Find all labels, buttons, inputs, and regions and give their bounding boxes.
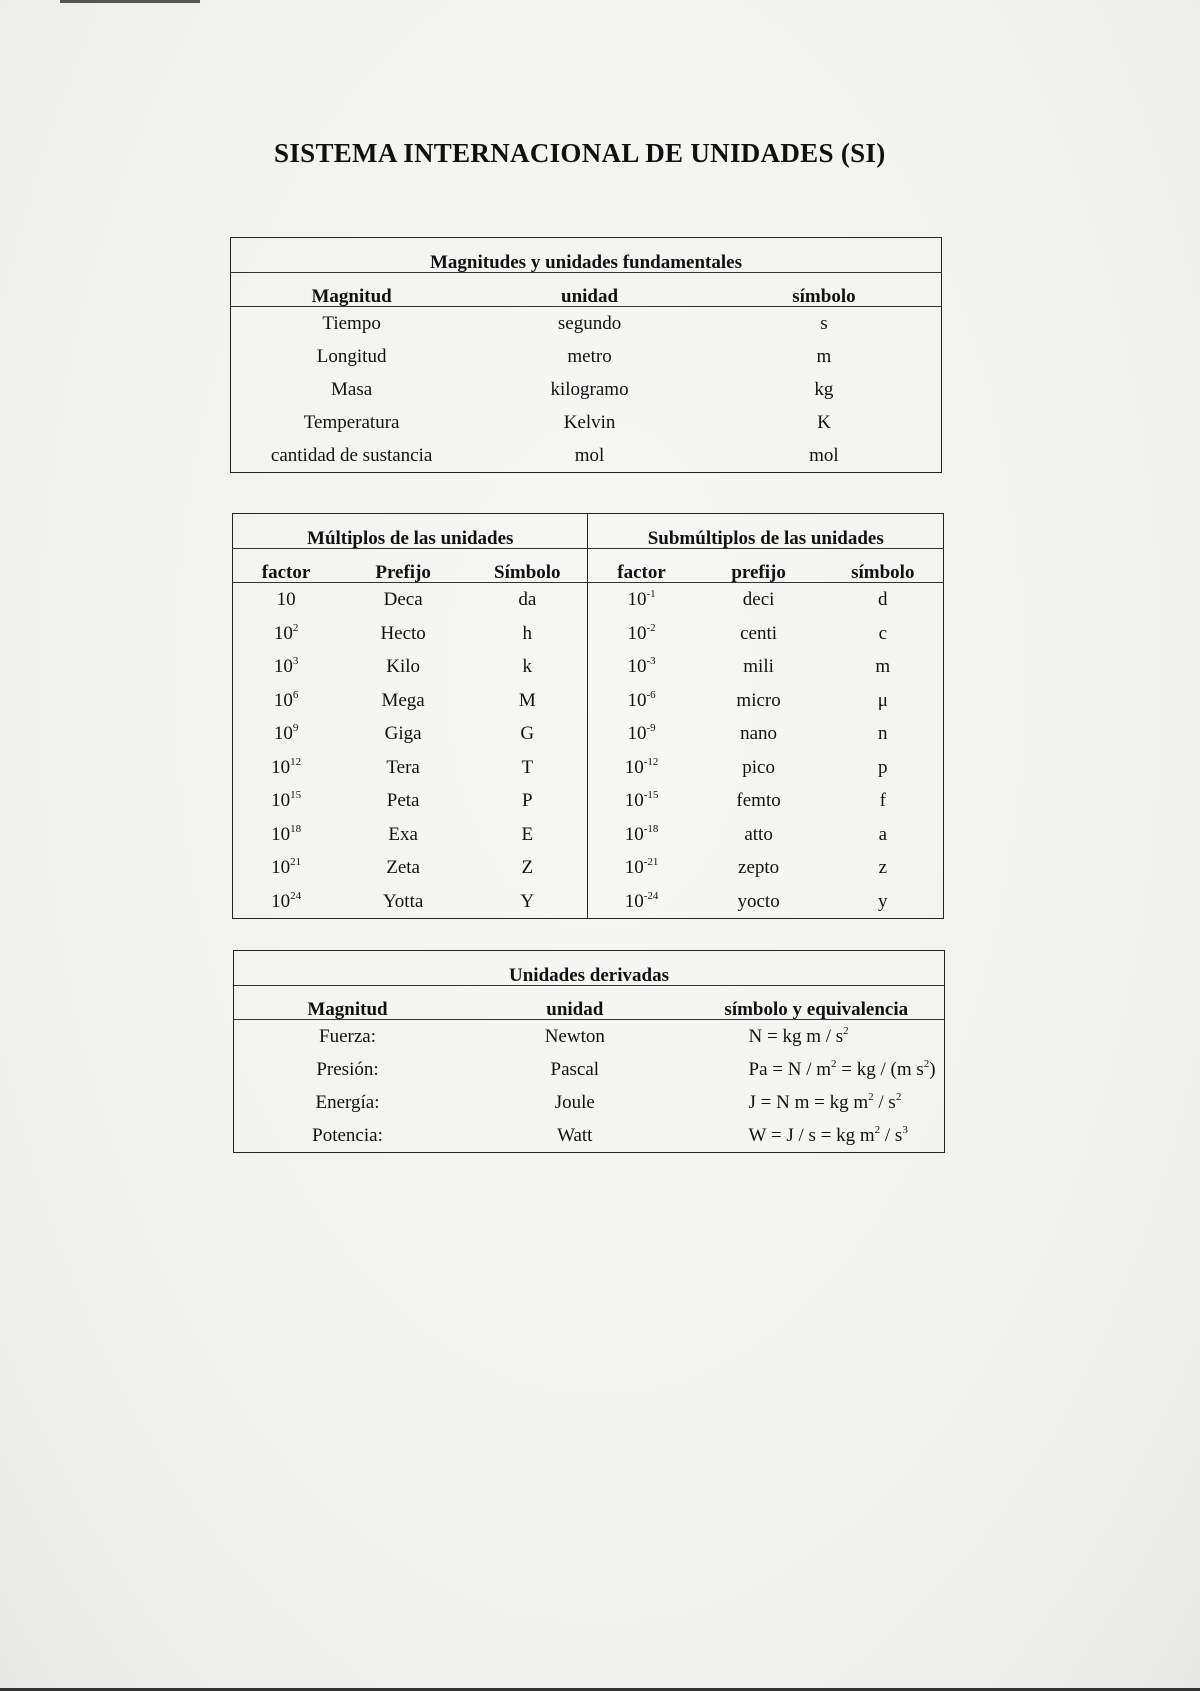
multiple-prefix-cell: Hecto bbox=[380, 622, 426, 644]
unidad-cell: kilogramo bbox=[550, 379, 629, 400]
exponent: 24 bbox=[290, 889, 302, 902]
submultiple-prefix-cell: yocto bbox=[737, 890, 780, 912]
multiple-factor-cell: $10^{24}$ bbox=[271, 889, 302, 912]
multiple-symbol-cell: h bbox=[522, 622, 533, 644]
exponent: 2 bbox=[868, 1091, 874, 1103]
multiple-prefix-cell: Mega bbox=[381, 689, 425, 711]
multiple-prefix-cell: Tera bbox=[386, 756, 420, 778]
page-title: SISTEMA INTERNACIONAL DE UNIDADES (SI) bbox=[274, 138, 886, 168]
table-row bbox=[231, 340, 942, 373]
header-factor: factor bbox=[233, 549, 340, 583]
multiple-symbol-cell: M bbox=[518, 689, 536, 711]
header-magnitud: Magnitud bbox=[231, 273, 473, 307]
submultiple-prefix-cell: atto bbox=[744, 823, 773, 845]
submultiple-factor-cell: $10^{-24}$ bbox=[588, 885, 695, 919]
magnitud-cell: Temperatura bbox=[303, 412, 400, 433]
unidad-cell: Kelvin bbox=[563, 412, 616, 433]
multiples-caption: Múltiplos de las unidades bbox=[233, 514, 588, 549]
multiple-factor-cell: $10^2$ bbox=[273, 621, 299, 644]
equivalence-cell: $Pa = N / m^2$ = kg / (m $s^2$) bbox=[748, 1058, 936, 1080]
exponent: 3 bbox=[902, 1124, 908, 1136]
table-row bbox=[233, 583, 944, 617]
simbolo-cell: kg bbox=[814, 379, 834, 400]
header-unidad: unidad bbox=[472, 273, 707, 307]
table-row bbox=[233, 650, 944, 684]
submultiple-symbol-cell: m bbox=[875, 656, 891, 678]
multiple-symbol-cell: da bbox=[518, 589, 537, 611]
equivalence-cell: N = kg m / $s^2$ bbox=[748, 1025, 849, 1047]
multiple-symbol-cell: P bbox=[522, 790, 533, 812]
magnitud-cell: Tiempo bbox=[322, 313, 381, 334]
submultiple-factor-cell: $10^{-12}$ bbox=[588, 751, 695, 785]
multiple-prefix-cell: Peta bbox=[386, 790, 420, 812]
submultiple-symbol-cell: p bbox=[878, 756, 888, 778]
multiple-factor-cell: $10^6$ bbox=[273, 688, 299, 711]
table-row bbox=[234, 1020, 945, 1054]
submultiple-factor-cell: $10^{-3}$ bbox=[588, 650, 695, 684]
multiple-factor-cell: $10^{15}$ bbox=[271, 789, 302, 812]
magnitud-cell: Masa bbox=[331, 379, 373, 400]
exponent: 3 bbox=[292, 655, 299, 668]
submultiple-factor-cell: $10^{-15}$ bbox=[588, 784, 695, 818]
unidad-cell: Joule bbox=[554, 1092, 595, 1113]
fundamental-units-table bbox=[230, 237, 942, 473]
submultiple-prefix-cell: centi bbox=[740, 622, 778, 644]
magnitud-cell: cantidad de sustancia bbox=[270, 445, 433, 466]
submultiple-prefix-cell: deci bbox=[742, 589, 775, 611]
exponent: -2 bbox=[646, 621, 656, 634]
table-row bbox=[233, 684, 944, 718]
exponent: 2 bbox=[831, 1058, 837, 1070]
submultiple-prefix-cell: femto bbox=[736, 790, 781, 812]
unidad-cell: mol bbox=[574, 445, 605, 466]
multiple-factor-cell: $10^3$ bbox=[273, 655, 299, 678]
multiple-symbol-cell: Z bbox=[521, 857, 534, 879]
submultiple-symbol-cell: c bbox=[878, 622, 887, 644]
exponent: 12 bbox=[290, 755, 302, 768]
submultiple-factor-cell: $10^{-9}$ bbox=[588, 717, 695, 751]
multiple-prefix-cell: Kilo bbox=[386, 656, 421, 678]
top-edge-mark bbox=[60, 0, 200, 3]
simbolo-cell: m bbox=[816, 346, 832, 367]
derived-units-caption: Unidades derivadas bbox=[234, 951, 945, 986]
multiple-prefix-cell: Zeta bbox=[386, 857, 420, 879]
magnitud-cell: Energía: bbox=[315, 1092, 380, 1113]
simbolo-cell: s bbox=[820, 313, 828, 334]
unidad-cell: Newton bbox=[544, 1026, 605, 1047]
header-simbolo: Símbolo bbox=[467, 549, 588, 583]
derived-units-table bbox=[233, 950, 945, 1153]
magnitud-cell: Longitud bbox=[316, 346, 387, 367]
header-simbolo: símbolo bbox=[707, 273, 942, 307]
multiple-symbol-cell: E bbox=[521, 823, 534, 845]
multiple-prefix-cell: Giga bbox=[384, 723, 422, 745]
submultiple-prefix-cell: zepto bbox=[738, 857, 780, 879]
table-row bbox=[233, 617, 944, 651]
exponent: -24 bbox=[643, 889, 659, 902]
submultiple-symbol-cell: f bbox=[879, 790, 886, 812]
multiple-factor-cell: $10^{12}$ bbox=[271, 755, 302, 778]
exponent: 2 bbox=[843, 1025, 849, 1037]
table-row bbox=[231, 307, 942, 341]
header-unidad: unidad bbox=[461, 986, 689, 1020]
magnitud-cell: Fuerza: bbox=[319, 1026, 376, 1047]
prefixes-table bbox=[232, 513, 944, 919]
exponent: 2 bbox=[874, 1124, 881, 1136]
multiple-prefix-cell: Exa bbox=[388, 823, 418, 845]
multiple-factor-cell: $10^9$ bbox=[273, 722, 299, 745]
table-row bbox=[233, 885, 944, 919]
exponent: -21 bbox=[643, 856, 659, 869]
exponent: 18 bbox=[290, 822, 302, 835]
table-row bbox=[233, 717, 944, 751]
magnitud-cell: Potencia: bbox=[312, 1125, 383, 1146]
header-magnitud: Magnitud bbox=[234, 986, 462, 1020]
header-prefijo: Prefijo bbox=[339, 549, 467, 583]
exponent: 2 bbox=[895, 1091, 902, 1103]
multiple-factor-cell: 10 bbox=[276, 589, 296, 611]
exponent: -9 bbox=[646, 722, 656, 735]
magnitud-cell: Presión: bbox=[316, 1059, 379, 1080]
exponent: 9 bbox=[292, 722, 299, 735]
multiple-symbol-cell: T bbox=[521, 756, 534, 778]
multiple-factor-cell: $10^{18}$ bbox=[271, 822, 302, 845]
submultiple-symbol-cell: n bbox=[878, 723, 888, 745]
table-row bbox=[233, 851, 944, 885]
header-simbolo-equivalencia: símbolo y equivalencia bbox=[689, 986, 945, 1020]
exponent: -1 bbox=[646, 588, 656, 601]
submultiples-caption: Submúltiplos de las unidades bbox=[588, 514, 944, 549]
table-row bbox=[231, 406, 942, 439]
multiple-symbol-cell: Y bbox=[520, 890, 535, 912]
submultiple-factor-cell: $10^{-2}$ bbox=[588, 617, 695, 651]
unidad-cell: Pascal bbox=[550, 1059, 600, 1080]
unidad-cell: segundo bbox=[557, 313, 622, 334]
exponent: -3 bbox=[646, 655, 656, 668]
header-prefijo: prefijo bbox=[695, 549, 823, 583]
simbolo-cell: K bbox=[817, 412, 831, 433]
table-row bbox=[233, 784, 944, 818]
submultiple-factor-cell: $10^{-18}$ bbox=[588, 818, 695, 852]
fundamental-units-caption: Magnitudes y unidades fundamentales bbox=[231, 238, 942, 273]
table-row bbox=[231, 373, 942, 406]
exponent: 2 bbox=[292, 621, 299, 634]
submultiple-factor-cell: $10^{-6}$ bbox=[588, 684, 695, 718]
header-factor: factor bbox=[588, 549, 695, 583]
exponent: 6 bbox=[292, 688, 299, 701]
submultiple-factor-cell: $10^{-1}$ bbox=[588, 583, 695, 617]
table-row bbox=[231, 439, 942, 473]
table-row bbox=[233, 751, 944, 785]
multiple-symbol-cell: k bbox=[522, 656, 533, 678]
submultiple-factor-cell: $10^{-21}$ bbox=[588, 851, 695, 885]
unidad-cell: Watt bbox=[557, 1125, 593, 1146]
submultiple-prefix-cell: micro bbox=[736, 689, 781, 711]
exponent: -12 bbox=[643, 755, 659, 768]
submultiple-symbol-cell: y bbox=[878, 890, 888, 912]
submultiple-prefix-cell: nano bbox=[740, 723, 778, 745]
exponent: 15 bbox=[290, 789, 302, 802]
multiple-prefix-cell: Deca bbox=[383, 589, 423, 611]
header-simbolo: símbolo bbox=[823, 549, 944, 583]
table-row bbox=[234, 1119, 945, 1153]
exponent: 2 bbox=[923, 1058, 930, 1070]
equivalence-cell: W = J / s = kg $m^2 / s^3$ bbox=[748, 1124, 908, 1146]
table-row bbox=[234, 1053, 945, 1086]
submultiple-symbol-cell: d bbox=[878, 589, 888, 611]
submultiple-prefix-cell: pico bbox=[742, 756, 775, 778]
simbolo-cell: mol bbox=[809, 445, 839, 466]
multiple-factor-cell: $10^{21}$ bbox=[271, 856, 302, 879]
equivalence-cell: J = N m = kg $m^2 / s^2$ bbox=[748, 1091, 902, 1113]
exponent: -15 bbox=[643, 789, 659, 802]
table-row bbox=[233, 818, 944, 852]
unidad-cell: metro bbox=[567, 346, 612, 367]
multiple-symbol-cell: G bbox=[520, 723, 535, 745]
submultiple-symbol-cell: z bbox=[878, 857, 887, 879]
submultiple-symbol-cell: μ bbox=[877, 689, 888, 711]
submultiple-prefix-cell: mili bbox=[743, 656, 774, 678]
exponent: -6 bbox=[646, 688, 656, 701]
exponent: 21 bbox=[290, 856, 302, 869]
submultiple-symbol-cell: a bbox=[878, 823, 887, 845]
table-row bbox=[234, 1086, 945, 1119]
multiple-prefix-cell: Yotta bbox=[382, 890, 424, 912]
exponent: -18 bbox=[643, 822, 659, 835]
